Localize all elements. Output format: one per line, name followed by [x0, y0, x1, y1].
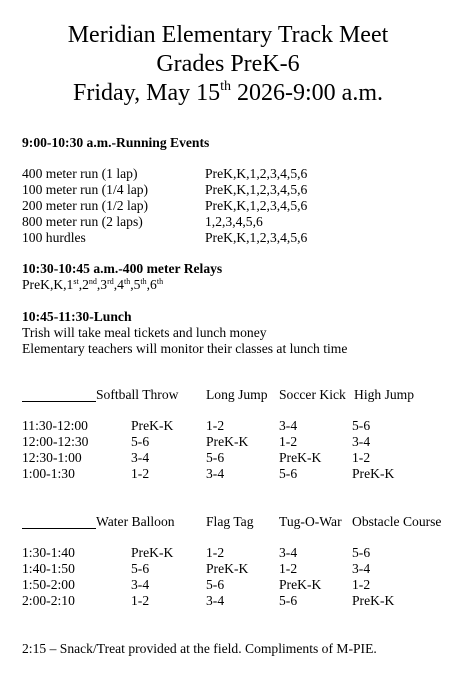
table2-cell: PreK-K — [206, 561, 249, 576]
table1-cell: 3-4 — [131, 450, 150, 465]
title-date-suffix: th — [220, 79, 231, 94]
table2-time: 1:30-1:40 — [22, 545, 75, 560]
table2-cell: 1-2 — [131, 593, 150, 608]
table2-cell: 5-6 — [131, 561, 150, 576]
title-date: Friday, May 15 — [73, 80, 221, 106]
table1-cell: 5-6 — [352, 418, 371, 433]
table1-time: 12:30-1:00 — [22, 450, 82, 465]
lunch-heading: 10:45-11:30-Lunch — [22, 309, 132, 324]
table2-header: Water Balloon — [96, 514, 175, 529]
table1-time: 1:00-1:30 — [22, 466, 75, 481]
table2-header: Obstacle Course — [352, 514, 442, 529]
lunch-note-1: Trish will take meal tickets and lunch money — [22, 325, 267, 340]
table1-header: Softball Throw — [96, 387, 179, 402]
table2-cell: 3-4 — [131, 577, 150, 592]
title-line-2: Grades PreK-6 — [156, 51, 300, 77]
title-line-1: Meridian Elementary Track Meet — [67, 22, 389, 48]
table2-cell: 1-2 — [279, 561, 298, 576]
table1-cell: 5-6 — [279, 466, 298, 481]
table1-time: 12:00-12:30 — [22, 434, 89, 449]
table2-cell: 3-4 — [206, 593, 225, 608]
footer-note: 2:15 – Snack/Treat provided at the field. Compliments of M-PIE. — [22, 641, 377, 656]
table1-cell: 5-6 — [206, 450, 225, 465]
table1-header: Soccer Kick — [279, 387, 346, 402]
table1-cell: 1-2 — [352, 450, 371, 465]
table1-cell: PreK-K — [206, 434, 249, 449]
table1-cell: 3-4 — [206, 466, 225, 481]
table2-cell: 5-6 — [206, 577, 225, 592]
table2-header-underline — [22, 528, 96, 529]
table1-cell: PreK-K — [131, 418, 174, 433]
table1-header-underline — [22, 401, 96, 402]
event-grades: 1,2,3,4,5,6 — [205, 214, 263, 229]
table1-cell: 1-2 — [131, 466, 150, 481]
table2-cell: 5-6 — [352, 545, 371, 560]
table2-time: 1:40-1:50 — [22, 561, 75, 576]
event-name: 200 meter run (1/2 lap) — [22, 198, 149, 213]
table2-cell: 3-4 — [279, 545, 298, 560]
table2-header: Flag Tag — [206, 514, 254, 529]
table1-cell: 3-4 — [352, 434, 371, 449]
event-name: 400 meter run (1 lap) — [22, 166, 138, 181]
event-grades: PreK,K,1,2,3,4,5,6 — [205, 166, 308, 181]
table2-header: Tug-O-War — [279, 514, 342, 529]
event-name: 100 hurdles — [22, 230, 86, 245]
table2-cell: 1-2 — [352, 577, 371, 592]
event-name: 800 meter run (2 laps) — [22, 214, 143, 229]
table2-time: 2:00-2:10 — [22, 593, 75, 608]
relays-grades: PreK,K,1st,2nd,3rd,4th,5th,6th — [22, 277, 164, 292]
table1-header: High Jump — [354, 387, 415, 402]
event-grades: PreK,K,1,2,3,4,5,6 — [205, 182, 308, 197]
table1-cell: 5-6 — [131, 434, 150, 449]
table1-cell: PreK-K — [279, 450, 322, 465]
relays-heading: 10:30-10:45 a.m.-400 meter Relays — [22, 261, 223, 276]
running-events-heading: 9:00-10:30 a.m.-Running Events — [22, 135, 210, 150]
title-date-rest: 2026-9:00 a.m. — [231, 80, 383, 106]
table2-cell: PreK-K — [131, 545, 174, 560]
table1-header: Long Jump — [206, 387, 268, 402]
event-grades: PreK,K,1,2,3,4,5,6 — [205, 230, 308, 245]
table2-cell: 3-4 — [352, 561, 371, 576]
table2-cell: 5-6 — [279, 593, 298, 608]
event-name: 100 meter run (1/4 lap) — [22, 182, 149, 197]
table2-cell: 1-2 — [206, 545, 225, 560]
table2-cell: PreK-K — [279, 577, 322, 592]
event-grades: PreK,K,1,2,3,4,5,6 — [205, 198, 308, 213]
lunch-note-2: Elementary teachers will monitor their classes at lunch time — [22, 341, 348, 356]
table1-cell: 1-2 — [206, 418, 225, 433]
table1-cell: PreK-K — [352, 466, 395, 481]
table1-cell: 3-4 — [279, 418, 298, 433]
title-line-3 — [0, 79, 456, 107]
table1-time: 11:30-12:00 — [22, 418, 88, 433]
table2-time: 1:50-2:00 — [22, 577, 75, 592]
table2-cell: PreK-K — [352, 593, 395, 608]
table1-cell: 1-2 — [279, 434, 298, 449]
